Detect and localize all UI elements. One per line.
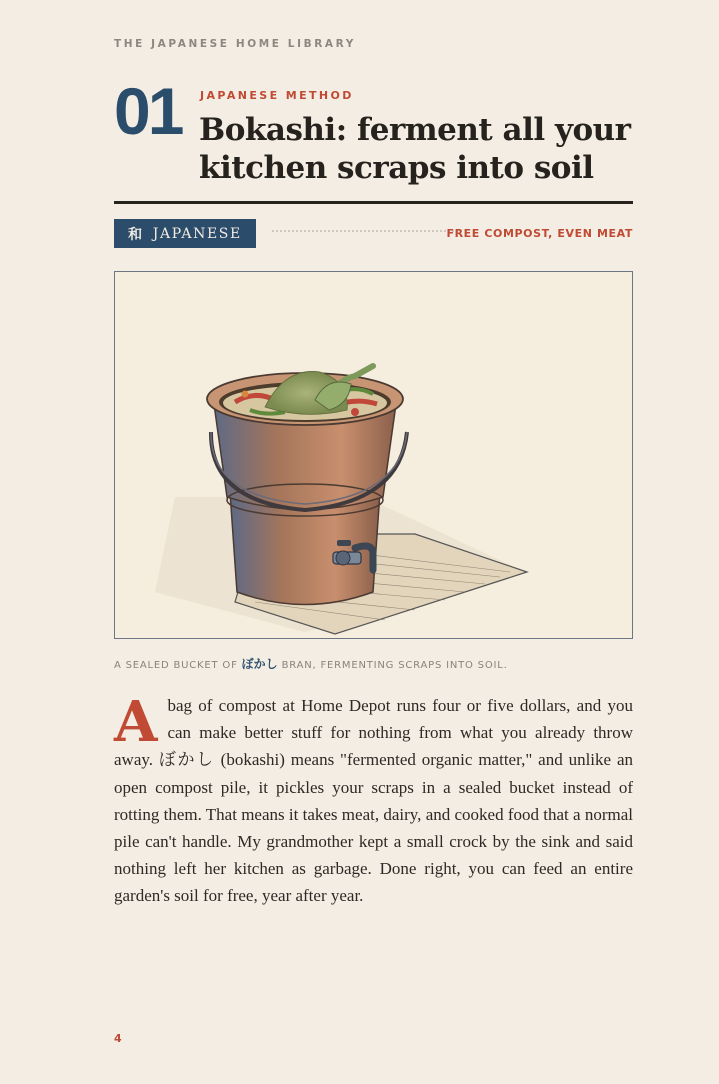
tag-label: JAPANESE [152,225,242,242]
drop-cap: A [114,689,158,755]
caption-text-1: A SEALED BUCKET OF [114,660,242,671]
language-tag [114,219,256,248]
page [114,0,633,1084]
bucket-drawing [115,272,632,638]
title-rule [114,201,633,204]
body-text: bag of compost at Home Depot runs four or five dollars, and you can make better stuff for nothing from what you already throw away. ぼかし (bokashi) means "fermented organic matter," and unlike an open compost pile, it pickles your scraps in a sealed bucket instead of rotting them. That means it takes meat, dairy, and cooked food that a normal pile can't handle. My grandmother kept a small crock by the sink and said nothing left her kitchen as garbage. Done right, you can feed an entire garden's soil for free, year after year. [114,696,633,906]
chapter-kicker: JAPANESE METHOD [200,89,354,102]
page-number: 4 [114,1032,122,1045]
figure-caption [114,655,508,672]
bokashi-bucket-illustration [114,271,633,639]
chapter-title: Bokashi: ferment all your kitchen scraps into soil [199,112,631,186]
running-head: THE JAPANESE HOME LIBRARY [114,38,356,50]
caption-japanese: ぼかし [241,657,278,671]
caption-text-2: BRAN, FERMENTING SCRAPS INTO SOIL. [277,660,508,671]
dotted-leader [272,230,458,232]
tag-subtitle: FREE COMPOST, EVEN MEAT [446,227,633,240]
tag-kanji: 和 [128,226,144,243]
body-paragraph [114,689,633,910]
chapter-number: 01 [114,74,182,148]
